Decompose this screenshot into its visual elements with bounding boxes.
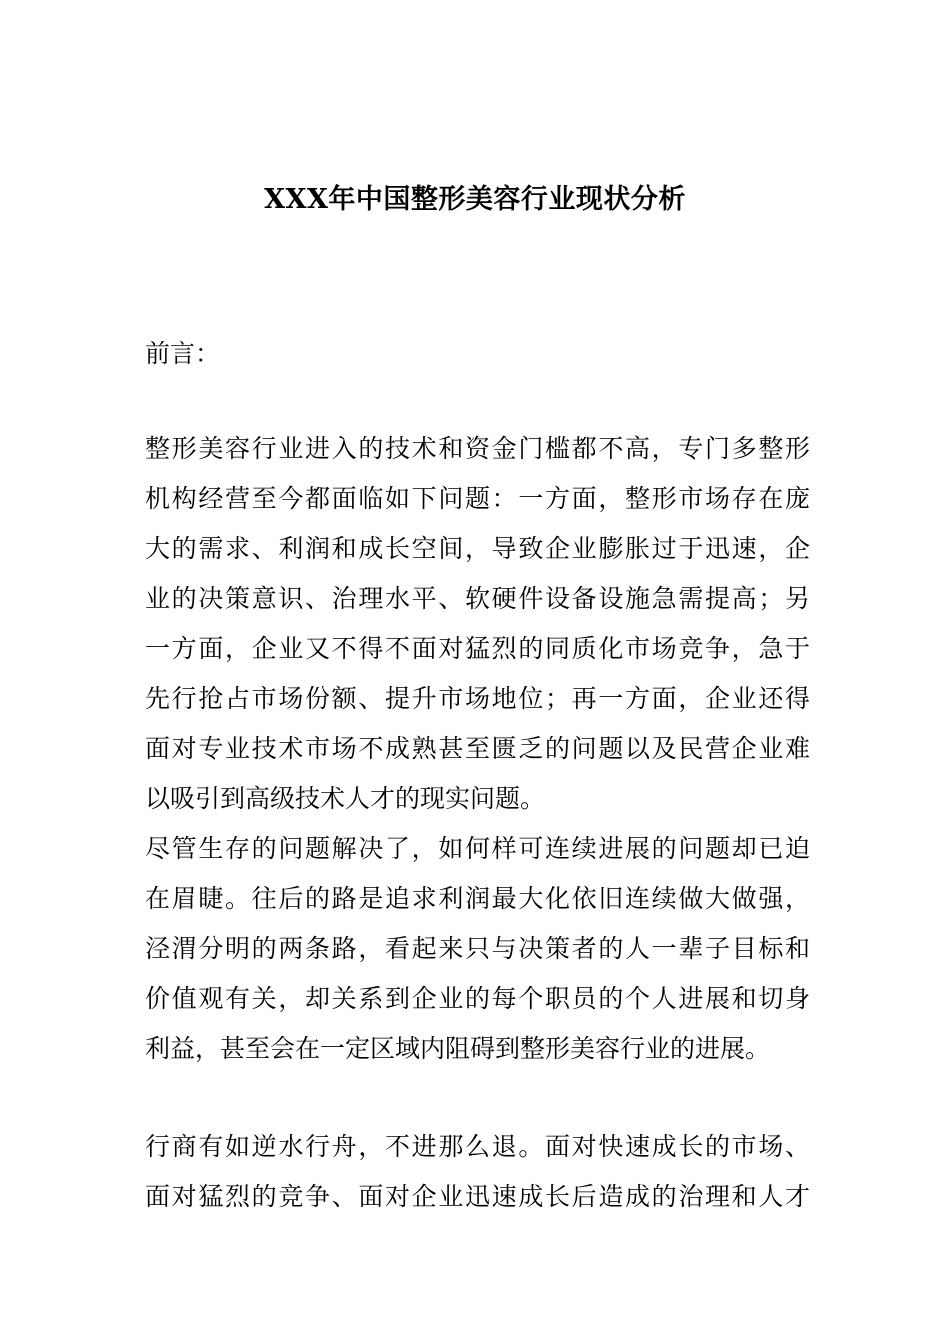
paragraph-line: 先行抢占市场份额、提升市场地位；再一方面，企业还得 xyxy=(145,684,810,713)
paragraph-line: 在眉睫。往后的路是追求利润最大化依旧连续做大做强， xyxy=(145,884,810,913)
paragraph-line: 机构经营至今都面临如下问题：一方面，整形市场存在庞 xyxy=(145,484,810,513)
paragraph-line: 价值观有关，却关系到企业的每个职员的个人进展和切身 xyxy=(145,984,810,1013)
paragraph-line: 面对专业技术市场不成熟甚至匮乏的问题以及民营企业难 xyxy=(145,734,810,763)
paragraph-line: 业的决策意识、治理水平、软硬件设备设施急需提高；另 xyxy=(145,584,810,613)
document-title: XXX年中国整形美容行业现状分析 xyxy=(264,184,686,215)
paragraph-line: 行商有如逆水行舟，不进那么退。面对快速成长的市场、 xyxy=(145,1132,810,1161)
paragraph-line: 大的需求、利润和成长空间，导致企业膨胀过于迅速，企 xyxy=(145,534,810,563)
paragraph-line: 一方面，企业又不得不面对猛烈的同质化市场竞争，急于 xyxy=(145,634,810,663)
paragraph-line: 泾渭分明的两条路，看起来只与决策者的人一辈子目标和 xyxy=(145,934,810,963)
preface-heading: 前言： xyxy=(145,339,221,368)
paragraph-line: 以吸引到高级技术人才的现实问题。 xyxy=(145,784,546,813)
paragraph-line: 尽管生存的问题解决了，如何样可连续进展的问题却已迫 xyxy=(145,834,810,863)
paragraph-line: 利益，甚至会在一定区域内阻碍到整形美容行业的进展。 xyxy=(145,1034,771,1063)
paragraph-line: 整形美容行业进入的技术和资金门槛都不高，专门多整形 xyxy=(145,434,810,463)
paragraph-line: 面对猛烈的竞争、面对企业迅速成长后造成的治理和人才 xyxy=(145,1182,810,1211)
